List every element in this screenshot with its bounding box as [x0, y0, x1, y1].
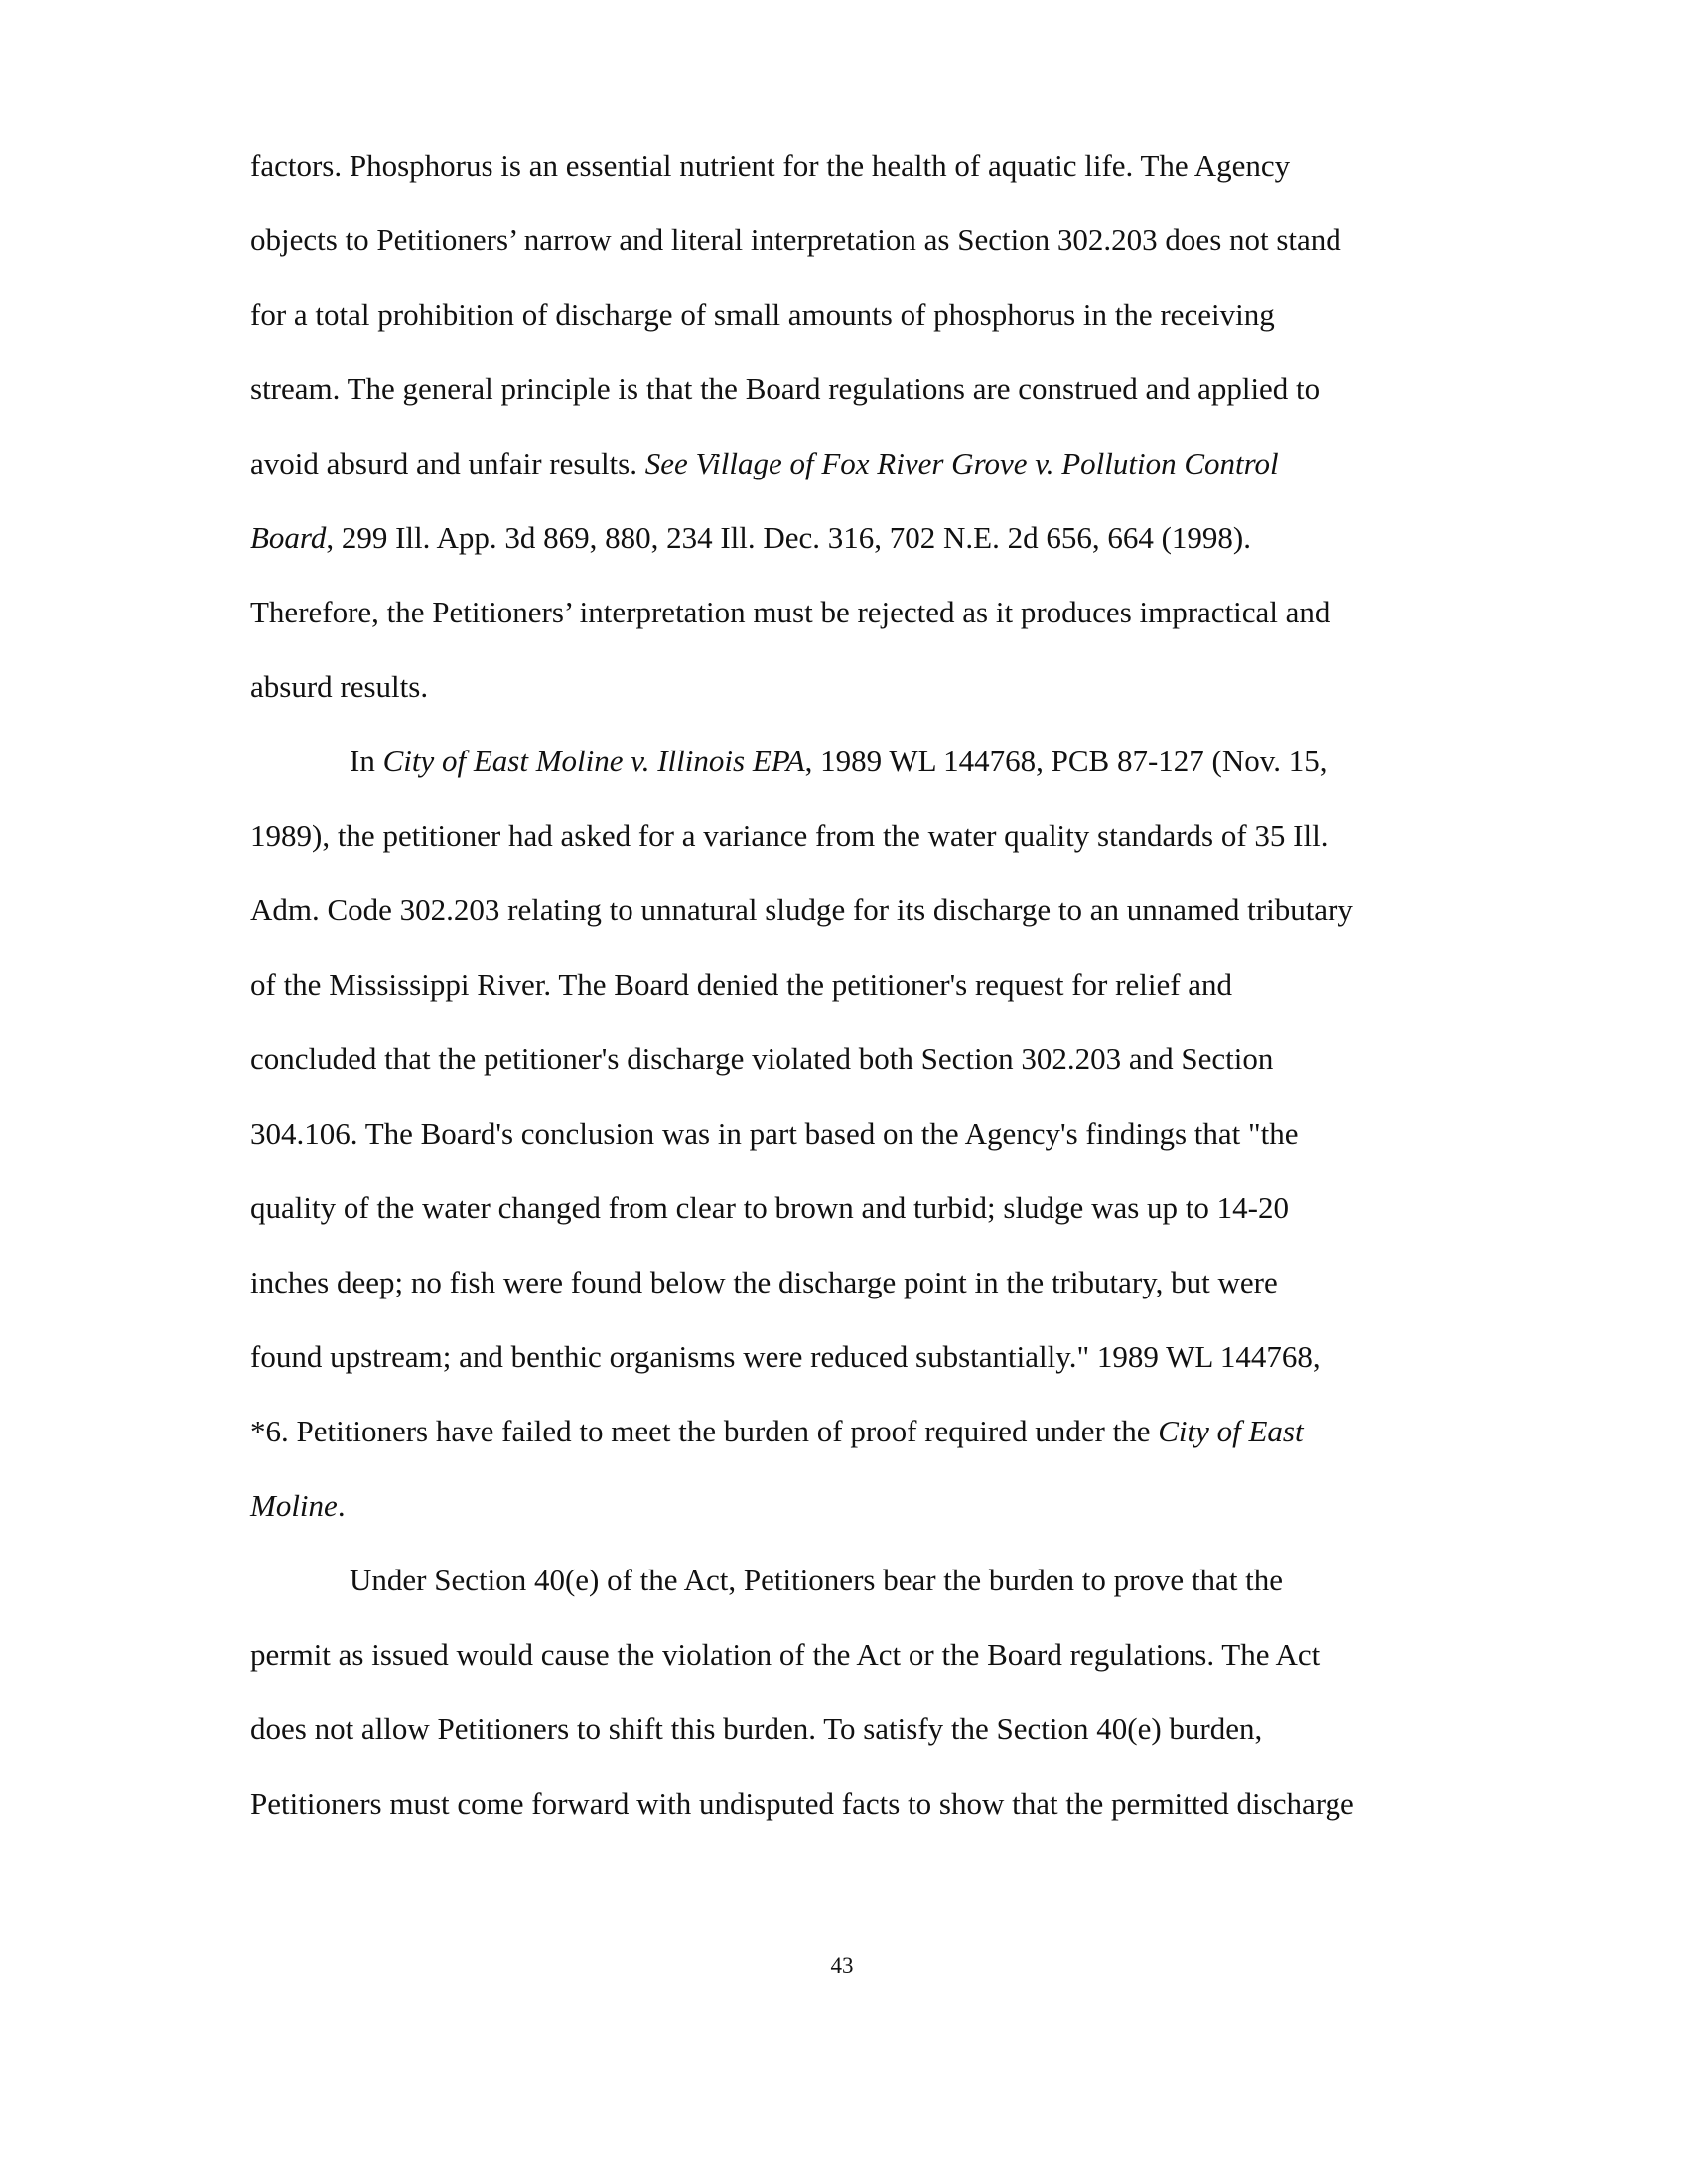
text-line: does not allow Petitioners to shift this burden. To satisfy the Section 40(e) burden, — [250, 1711, 1263, 1746]
text-line: *6. Petitioners have failed to meet the burden of proof required under the City of East — [250, 1414, 1304, 1448]
text-line: for a total prohibition of discharge of small amounts of phosphorus in the receiving — [250, 297, 1275, 332]
text-line: Under Section 40(e) of the Act, Petitioners bear the burden to prove that the — [350, 1563, 1284, 1597]
text-line: Petitioners must come forward with undisputed facts to show that the permitted discharge — [250, 1786, 1354, 1821]
case-citation: City of East Moline v. Illinois EPA — [382, 744, 805, 778]
text-line: factors. Phosphorus is an essential nutrient for the health of aquatic life. The Agency — [250, 148, 1291, 183]
text-line: 1989), the petitioner had asked for a variance from the water quality standards of 35 Ill. — [250, 818, 1329, 853]
text-line: avoid absurd and unfair results. See Village of Fox River Grove v. Pollution Control — [250, 446, 1279, 480]
text-line: objects to Petitioners’ narrow and literal interpretation as Section 302.203 does not stand — [250, 222, 1341, 257]
text-line: Therefore, the Petitioners’ interpretation must be rejected as it produces impractical and — [250, 595, 1331, 629]
text-line: permit as issued would cause the violation of the Act or the Board regulations. The Act — [250, 1637, 1321, 1672]
text-line: quality of the water changed from clear to brown and turbid; sludge was up to 14-20 — [250, 1190, 1289, 1225]
text-line: concluded that the petitioner's discharge violated both Section 302.203 and Section — [250, 1041, 1274, 1076]
case-citation: Moline — [250, 1488, 338, 1523]
text-line: stream. The general principle is that the Board regulations are construed and applied to — [250, 371, 1321, 406]
text-line: of the Mississippi River. The Board denied the petitioner's request for relief and — [250, 967, 1233, 1002]
case-citation: See Village of Fox River Grove v. Pollution Control — [644, 446, 1279, 480]
page-number: 43 — [830, 1953, 854, 1978]
case-citation: City of East — [1158, 1414, 1304, 1448]
text-line: absurd results. — [250, 669, 429, 704]
text-line: inches deep; no fish were found below the discharge point in the tributary, but were — [250, 1265, 1278, 1299]
text-line: In City of East Moline v. Illinois EPA, 1989 WL 144768, PCB 87-127 (Nov. 15, — [350, 744, 1328, 778]
text-line: Moline. — [250, 1488, 346, 1523]
text-line: Adm. Code 302.203 relating to unnatural sludge for its discharge to an unnamed tributary — [250, 892, 1353, 927]
text-line: Board, 299 Ill. App. 3d 869, 880, 234 Ill. Dec. 316, 702 N.E. 2d 656, 664 (1998). — [250, 520, 1252, 555]
text-line: found upstream; and benthic organisms were reduced substantially." 1989 WL 144768, — [250, 1339, 1321, 1374]
text-line: 304.106. The Board's conclusion was in part based on the Agency's findings that "the — [250, 1116, 1299, 1151]
case-citation: Board — [250, 520, 327, 555]
